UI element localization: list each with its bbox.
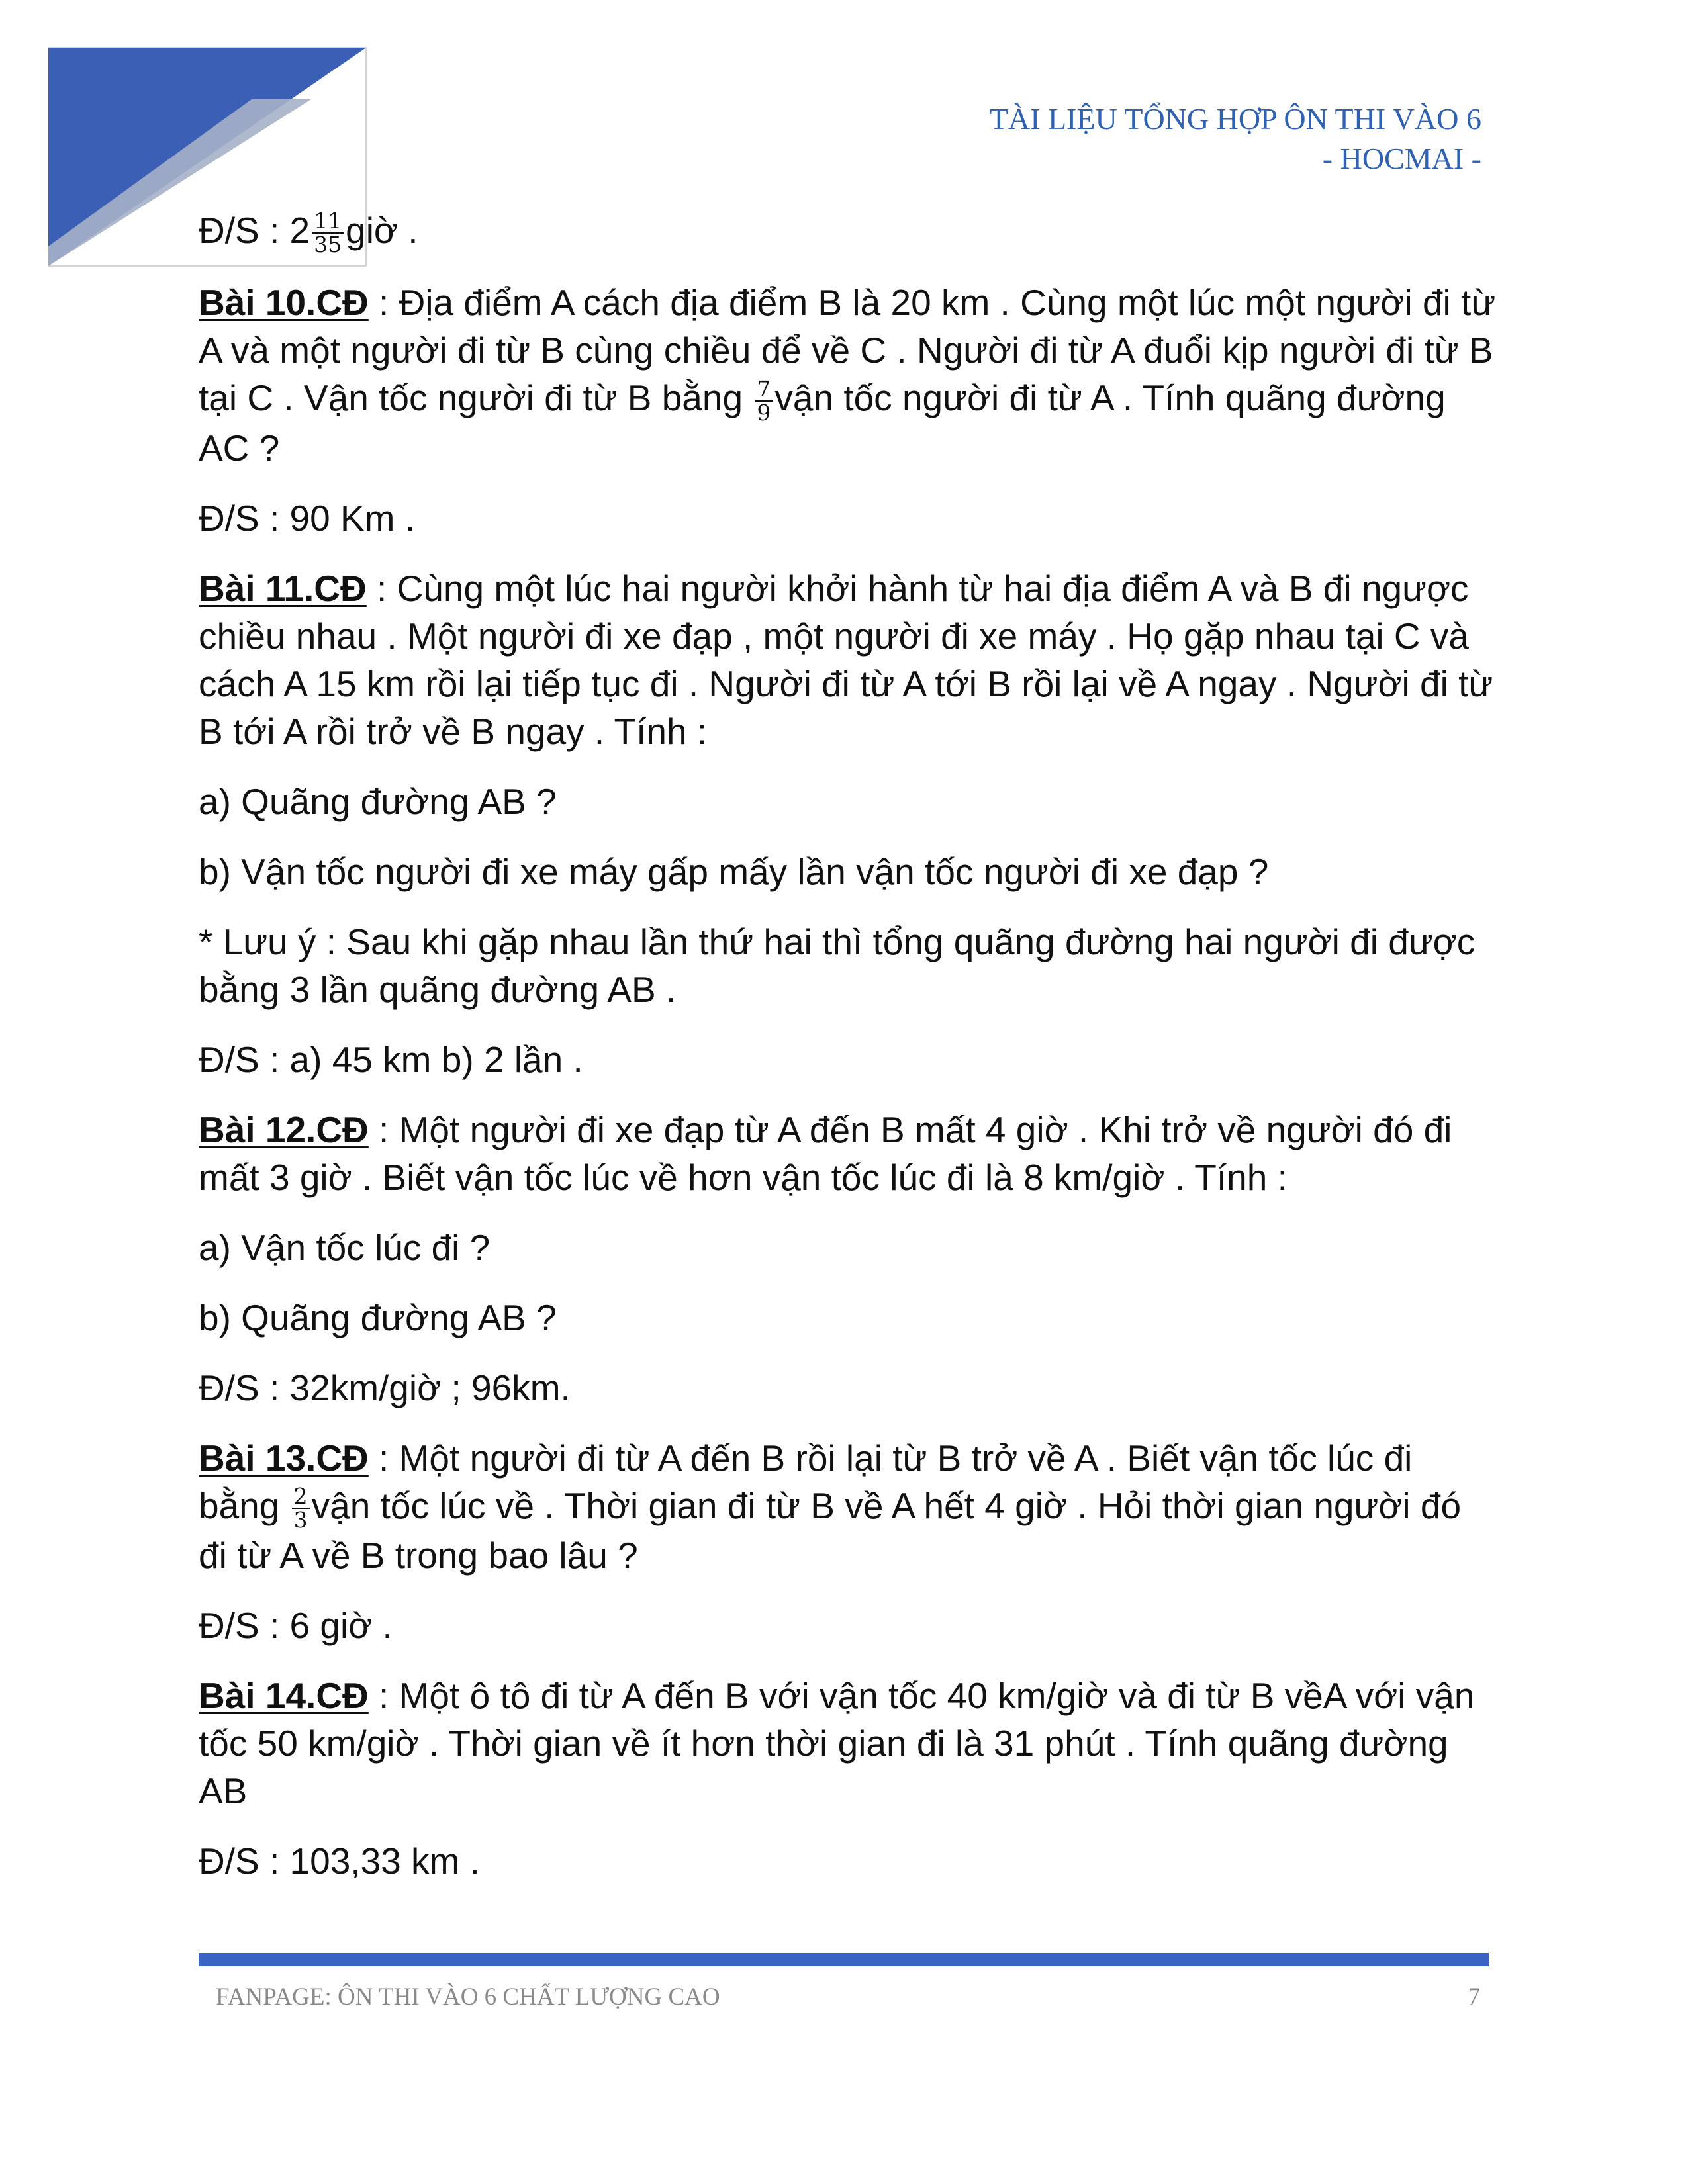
bai13-question <box>199 1434 1496 1579</box>
fraction-2-3 <box>292 1485 310 1531</box>
page-header <box>990 99 1481 179</box>
bai13-text1: : Một người đi từ A đến B rồi lại từ B trở về A . Biết vận tốc lúc đi bằng <box>199 1437 1413 1526</box>
frac-den: 35 <box>314 232 342 258</box>
bai11-part-a: a) Quãng đường AB ? <box>199 780 557 822</box>
bai13-title: Bài 13.CĐ <box>199 1437 369 1479</box>
bai11-question <box>199 565 1496 755</box>
prev-answer-prefix: Đ/S : 2 <box>199 210 310 251</box>
page-footer <box>216 1983 1480 2011</box>
bai10-title: Bài 10.CĐ <box>199 282 369 324</box>
fraction-11-35 <box>312 210 344 256</box>
bai11-title: Bài 11.CĐ <box>199 567 367 609</box>
frac-num: 11 <box>312 210 344 234</box>
bai12-text: : Một người đi xe đạp từ A đến B mất 4 giờ . Khi trở về người đó đi mất 3 giờ . Biết vận tốc lúc về hơn vận tốc lúc đi là 8 km/giờ . Tính : <box>199 1109 1452 1198</box>
bai12-answer: Đ/S : 32km/giờ ; 96km. <box>199 1367 571 1408</box>
bai12-title: Bài 12.CĐ <box>199 1109 369 1150</box>
bai14-title: Bài 14.CĐ <box>199 1675 369 1717</box>
bai11-text: : Cùng một lúc hai người khởi hành từ hai địa điểm A và B đi ngược chiều nhau . Một người đi xe đạp , một người đi xe máy . Họ gặp nhau tại C và cách A 15 km rồi lại tiếp tục đi . Người đi từ A tới B rồi lại về A ngay . Người đi từ B tới A rồi trở về B ngay . Tính : <box>199 567 1493 752</box>
document-body <box>199 206 1496 1885</box>
prev-answer-suffix: giờ . <box>346 210 418 251</box>
bai10-question <box>199 279 1496 471</box>
footer-text: FANPAGE: ÔN THI VÀO 6 CHẤT LƯỢNG CAO <box>216 1983 720 2011</box>
bai13-answer: Đ/S : 6 giờ . <box>199 1605 393 1647</box>
fraction-7-9 <box>755 375 773 426</box>
frac-num: 7 <box>755 378 773 402</box>
bai13-text2: vận tốc lúc về . Thời gian đi từ B về A hết 4 giờ . Hỏi thời gian người đó đi từ A về B trong bao lâu ? <box>199 1484 1462 1576</box>
header-title: TÀI LIỆU TỔNG HỢP ÔN THI VÀO 6 <box>989 102 1481 136</box>
bai12-part-a: a) Vận tốc lúc đi ? <box>199 1226 491 1268</box>
frac-num: 2 <box>292 1485 310 1509</box>
bai10-text2: vận tốc người đi từ A . Tính quãng đường AC ? <box>199 377 1446 469</box>
bai14-answer: Đ/S : 103,33 km . <box>199 1841 480 1882</box>
bai11-answer: Đ/S : a) 45 km b) 2 lần . <box>199 1038 583 1080</box>
footer-divider <box>199 1953 1489 1966</box>
bai14-text: : Một ô tô đi từ A đến B với vận tốc 40 km/giờ và đi từ B vềA với vận tốc 50 km/giờ . Thời gian về ít hơn thời gian đi là 31 phút . Tính quãng đường AB <box>199 1675 1475 1812</box>
prev-answer <box>199 206 1496 256</box>
frac-den: 9 <box>757 399 771 426</box>
bai12-question <box>199 1106 1496 1201</box>
bai10-answer: Đ/S : 90 Km . <box>199 497 416 539</box>
bai11-note: * Lưu ý : Sau khi gặp nhau lần thứ hai thì tổng quãng đường hai người đi được bằng 3 lần quãng đường AB . <box>199 921 1476 1010</box>
page-number: 7 <box>1468 1983 1480 2011</box>
bai10-text1: : Địa điểm A cách địa điểm B là 20 km . Cùng một lúc một người đi từ A và một người đi từ B cùng chiều để về C . Người đi từ A đuổi kịp người đi từ B tại C . Vận tốc người đi từ B bằng <box>199 282 1496 419</box>
header-subtitle: - HOCMAI - <box>1322 142 1481 175</box>
bai11-part-b: b) Vận tốc người đi xe máy gấp mấy lần vận tốc người đi xe đạp ? <box>199 850 1269 892</box>
bai12-part-b: b) Quãng đường AB ? <box>199 1297 557 1338</box>
frac-den: 3 <box>293 1507 308 1533</box>
bai14-question <box>199 1672 1496 1815</box>
